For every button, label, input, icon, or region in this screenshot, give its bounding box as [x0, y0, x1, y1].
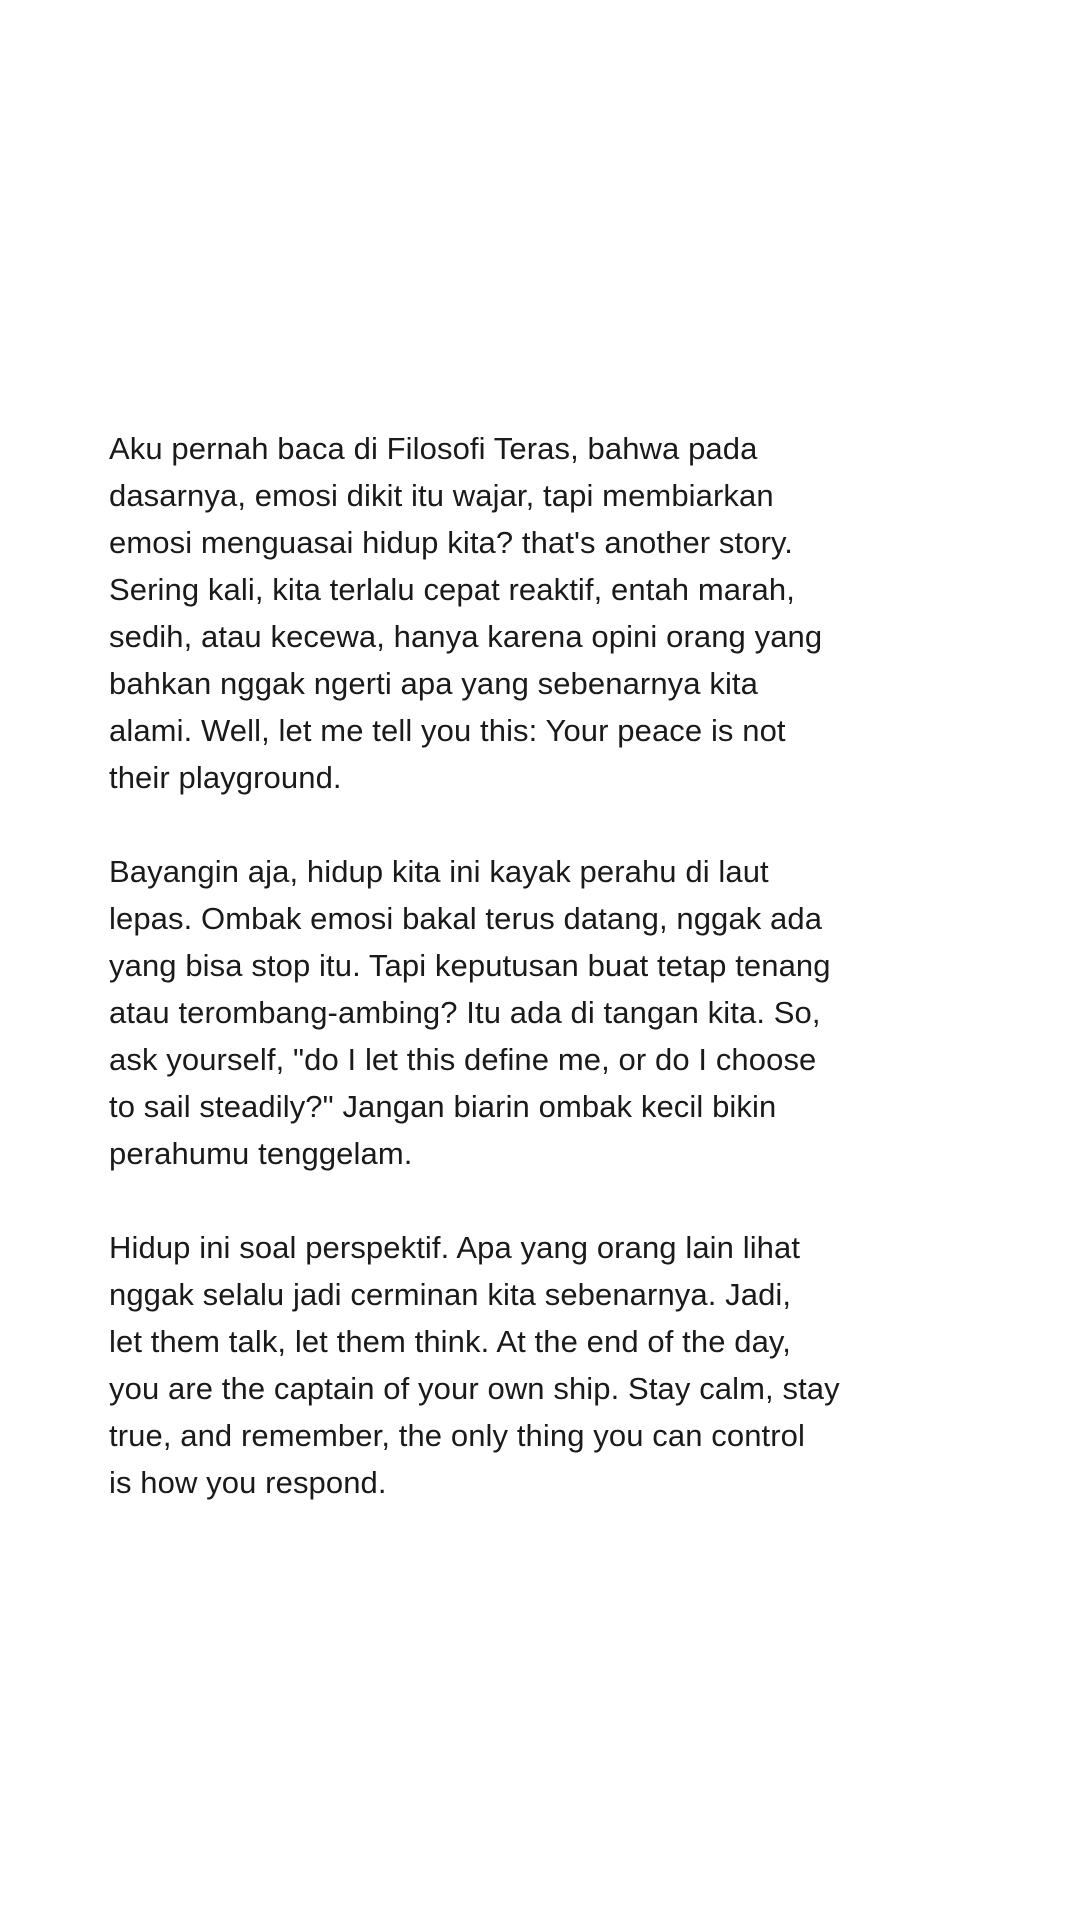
text-line: to sail steadily?" Jangan biarin ombak kecil bikin: [109, 1089, 777, 1124]
text-line: Bayangin aja, hidup kita ini kayak perahu di laut: [109, 854, 769, 889]
paragraph-1: [109, 425, 889, 801]
text-line: Hidup ini soal perspektif. Apa yang orang lain lihat: [109, 1230, 801, 1265]
text-line: perahumu tenggelam.: [109, 1136, 413, 1171]
text-line: true, and remember, the only thing you can control: [109, 1418, 806, 1453]
text-line: Aku pernah baca di Filosofi Teras, bahwa pada: [109, 431, 758, 466]
paragraph-spacer: [109, 801, 889, 848]
text-line: Sering kali, kita terlalu cepat reaktif, entah marah,: [109, 572, 795, 607]
text-line: yang bisa stop itu. Tapi keputusan buat tetap tenang: [109, 948, 831, 983]
paragraph-2: [109, 848, 889, 1177]
text-line: you are the captain of your own ship. Stay calm, stay: [109, 1371, 840, 1406]
text-line: let them talk, let them think. At the end of the day,: [109, 1324, 791, 1359]
paragraph-spacer: [109, 1177, 889, 1224]
text-line: their playground.: [109, 760, 342, 795]
text-line: lepas. Ombak emosi bakal terus datang, nggak ada: [109, 901, 823, 936]
text-line: atau terombang-ambing? Itu ada di tangan kita. So,: [109, 995, 821, 1030]
text-line: sedih, atau kecewa, hanya karena opini orang yang: [109, 619, 823, 654]
text-line: bahkan nggak ngerti apa yang sebenarnya kita: [109, 666, 758, 701]
text-line: nggak selalu jadi cerminan kita sebenarnya. Jadi,: [109, 1277, 792, 1312]
text-line: alami. Well, let me tell you this: Your peace is not: [109, 713, 786, 748]
paragraph-3: [109, 1224, 889, 1506]
text-body: [109, 425, 889, 1506]
text-line: dasarnya, emosi dikit itu wajar, tapi membiarkan: [109, 478, 774, 513]
text-line: emosi menguasai hidup kita? that's another story.: [109, 525, 794, 560]
text-line: is how you respond.: [109, 1465, 387, 1500]
text-line: ask yourself, "do I let this define me, or do I choose: [109, 1042, 817, 1077]
